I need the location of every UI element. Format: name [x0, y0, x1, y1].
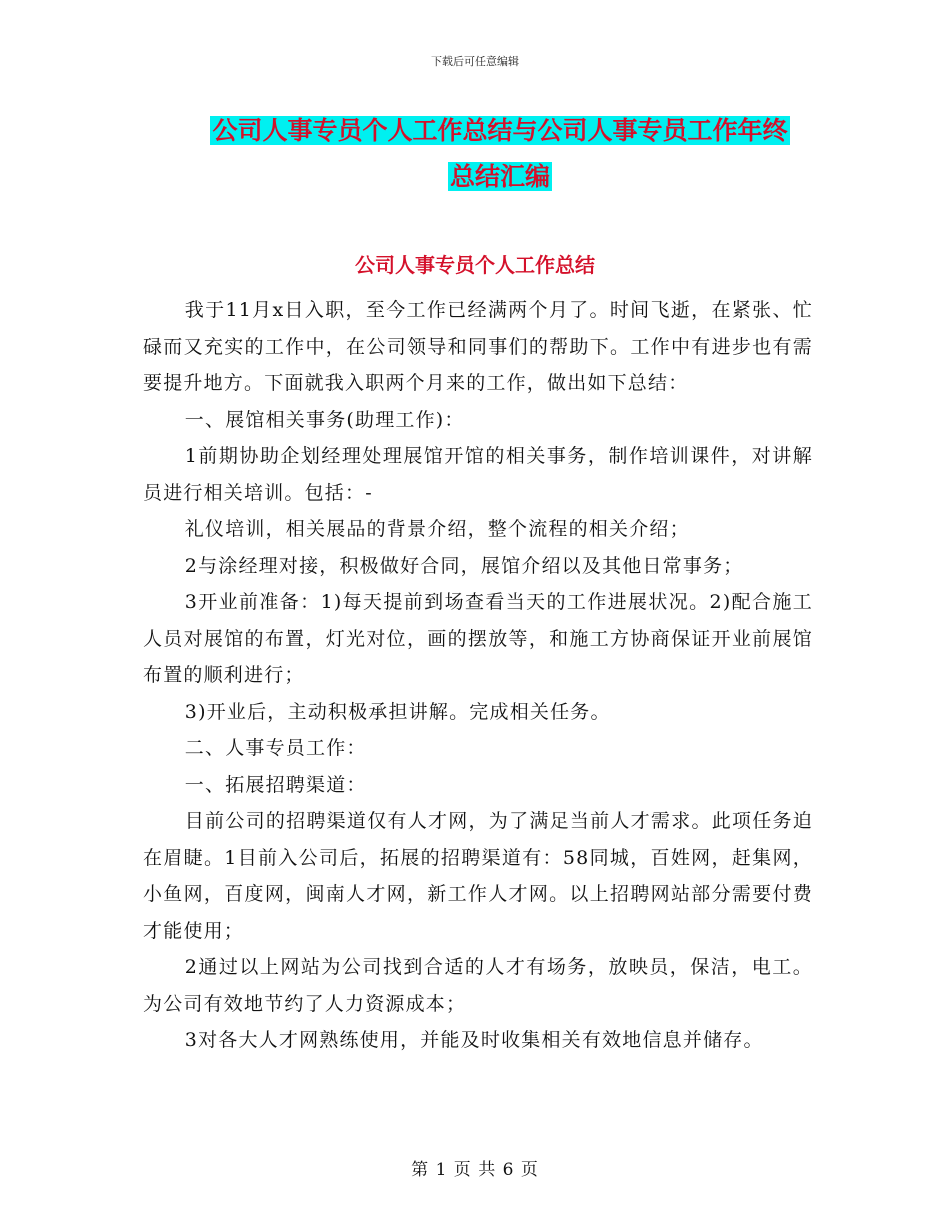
paragraph: 一、展馆相关事务(助理工作)： — [184, 408, 465, 431]
document-title — [140, 108, 860, 200]
paragraph: 2与涂经理对接，积极做好合同，展馆介绍以及其他日常事务； — [184, 554, 744, 577]
document-title-line-2: 总结汇编 — [449, 162, 550, 191]
section-title: 公司人事专员个人工作总结 — [355, 253, 595, 277]
paragraph: 1前期协助企划经理处理展馆开馆的相关事务，制作培训课件，对讲解员进行相关培训。包括：- — [143, 445, 813, 504]
document-body — [143, 292, 813, 1059]
paragraph: 一、拓展招聘渠道： — [184, 773, 367, 796]
header-note: 下载后可任意编辑 — [431, 55, 519, 68]
paragraph: 3开业前准备：1)每天提前到场查看当天的工作进展状况。2)配合施工人员对展馆的布置，灯光对位，画的摆放等，和施工方协商保证开业前展馆布置的顺利进行； — [143, 591, 813, 686]
document-title-line-1: 公司人事专员个人工作总结与公司人事专员工作年终 — [212, 116, 788, 145]
paragraph: 目前公司的招聘渠道仅有人才网，为了满足当前人才需求。此项任务迫在眉睫。1目前入公司后，拓展的招聘渠道有：58同城，百姓网，赶集网，小鱼网，百度网，闽南人才网，新工作人才网。以上招聘网站部分需要付费才能使用； — [143, 810, 813, 942]
paragraph: 礼仪培训，相关展品的背景介绍，整个流程的相关介绍； — [184, 518, 690, 540]
paragraph: 我于11月x日入职，至今工作已经满两个月了。时间飞逝，在紧张、忙碌而又充实的工作中，在公司领导和同事们的帮助下。工作中有进步也有需要提升地方。下面就我入职两个月来的工作，做出如下总结： — [143, 299, 813, 394]
paragraph: 二、人事专员工作： — [184, 737, 367, 759]
paragraph: 2通过以上网站为公司找到合适的人才有场务，放映员，保洁，电工。为公司有效地节约了人力资源成本； — [143, 956, 813, 1015]
page-footer: 第 1 页 共 6 页 — [411, 1160, 539, 1180]
paragraph: 3)开业后，主动积极承担讲解。完成相关任务。 — [184, 700, 611, 723]
paragraph: 3对各大人才网熟练使用，并能及时收集相关有效地信息并储存。 — [184, 1029, 764, 1051]
